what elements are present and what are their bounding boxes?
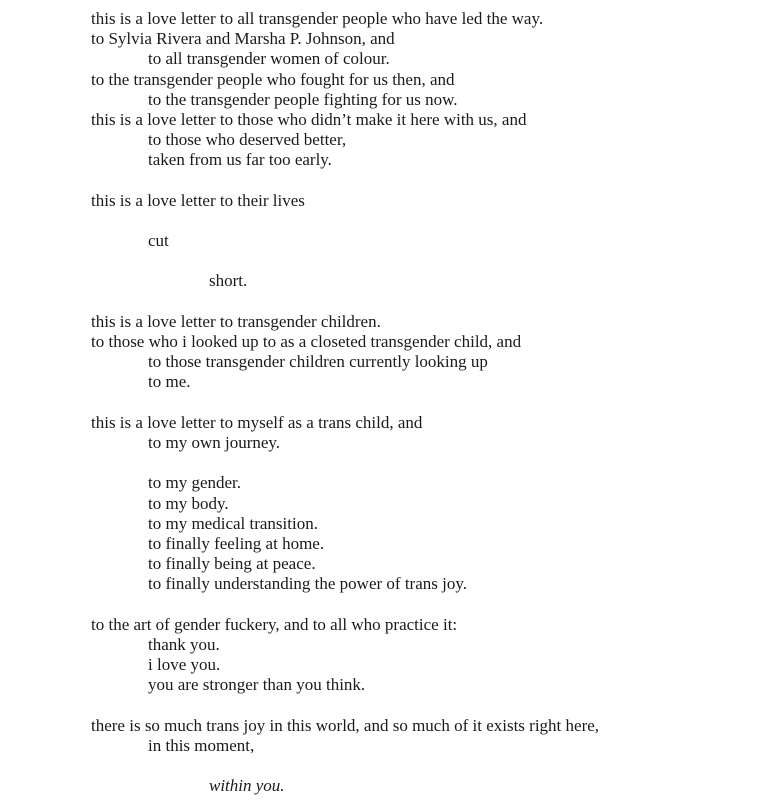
poem-line: short. [209, 271, 248, 291]
poem-line: to my own journey. [148, 432, 281, 452]
poem-line: to Sylvia Rivera and Marsha P. Johnson, and [91, 29, 395, 49]
poem-blank-line [91, 251, 748, 271]
poem-line: to those who deserved better, [148, 130, 347, 150]
poem-line: to the art of gender fuckery, and to all who practice it: [91, 614, 458, 634]
poem-line: to all transgender women of colour. [148, 49, 390, 69]
poem-line: cut [148, 231, 169, 251]
poem-line: to finally understanding the power of trans joy. [148, 574, 467, 594]
poem-line: this is a love letter to those who didn’t make it here with us, and [91, 109, 527, 129]
poem-line: to the transgender people who fought for us then, and [91, 69, 455, 89]
poem-blank-line [91, 695, 748, 715]
poem-line: taken from us far too early. [148, 150, 332, 170]
poem-line: to my body. [148, 493, 229, 513]
poem-blank-line [91, 594, 748, 614]
poem-line: this is a love letter to all transgender people who have led the way. [91, 9, 544, 28]
poem-line: this is a love letter to transgender children. [91, 311, 381, 331]
poem-body [91, 9, 748, 796]
poem-line: you are stronger than you think. [148, 675, 366, 695]
poem-blank-line [91, 292, 748, 312]
poem-line: to me. [148, 372, 191, 392]
poem-line: within you. [209, 776, 285, 796]
poem-line: to those who i looked up to as a closeted transgender child, and [91, 332, 522, 351]
poem-blank-line [91, 211, 748, 231]
poem-blank-line [91, 756, 748, 776]
poem-line: to those transgender children currently looking up [148, 352, 488, 372]
poem-blank-line [91, 453, 748, 473]
poem-line: there is so much trans joy in this world, and so much of it exists right here, [91, 715, 600, 735]
poem-line: this is a love letter to myself as a trans child, and [91, 412, 423, 432]
poem-blank-line [91, 171, 748, 191]
poem-line: this is a love letter to their lives [91, 190, 305, 210]
poem-line: i love you. [148, 655, 221, 674]
poem-line: to my gender. [148, 473, 242, 493]
poem-line: to the transgender people fighting for us now. [148, 89, 458, 109]
poem-blank-line [91, 393, 748, 413]
poem-line: in this moment, [148, 735, 255, 755]
poem-line: to finally feeling at home. [148, 533, 325, 553]
poem-line: to my medical transition. [148, 513, 318, 533]
poem-line: thank you. [148, 634, 220, 654]
poem-line: to finally being at peace. [148, 554, 316, 574]
